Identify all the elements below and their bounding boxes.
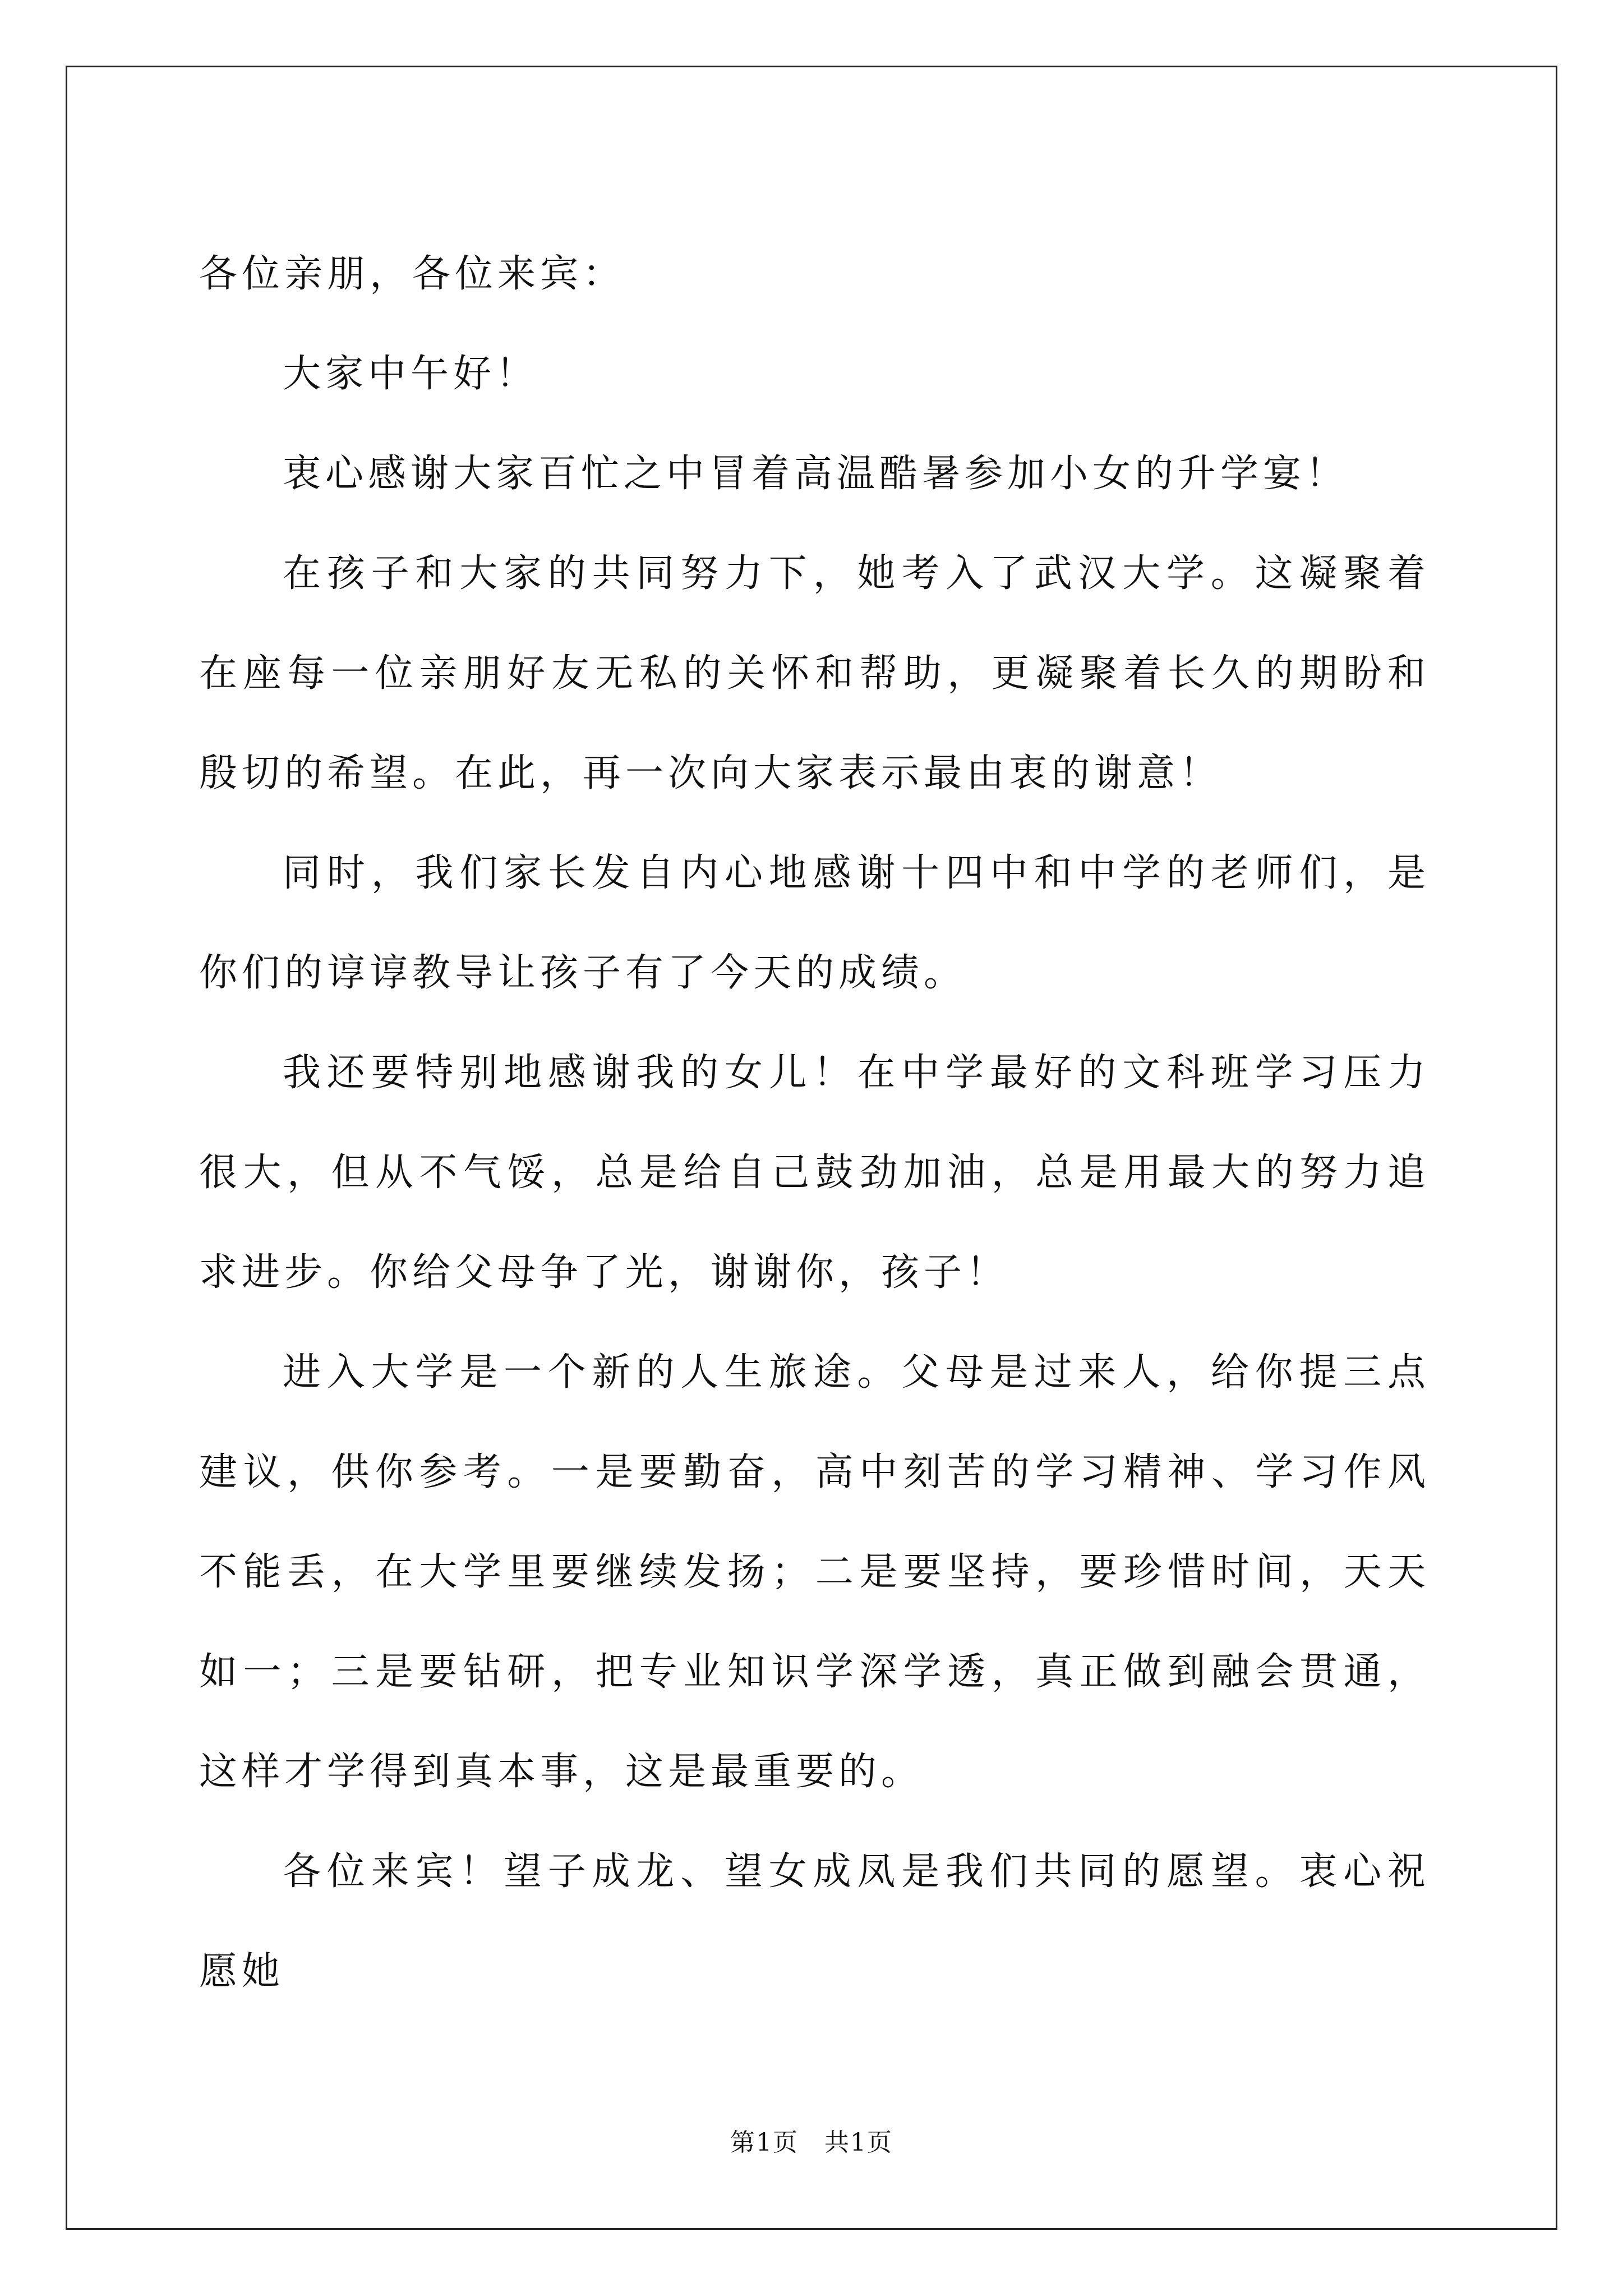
closing-paragraph: 各位来宾！望子成龙、望女成凤是我们共同的愿望。衷心祝愿她	[199, 1849, 1430, 1994]
page-number-footer: 第1页 共1页	[730, 2128, 893, 2157]
salutation: 各位亲朋，各位来宾：	[199, 252, 626, 296]
greeting-paragraph: 大家中午好！	[283, 352, 539, 396]
admission-paragraph: 在孩子和大家的共同努力下，她考入了武汉大学。这凝聚着在座每一位亲朋好友无私的关怀和帮助，更凝聚着长久的期盼和殷切的希望。在此，再一次向大家表示最由衷的谢意！	[199, 551, 1430, 795]
daughter-paragraph: 我还要特别地感谢我的女儿！在中学最好的文科班学习压力很大，但从不气馁，总是给自己鼓劲加油，总是用最大的努力追求进步。你给父母争了光，谢谢你，孩子！	[199, 1051, 1430, 1295]
thanks-paragraph: 衷心感谢大家百忙之中冒着高温酷暑参加小女的升学宴！	[283, 452, 1349, 496]
document-body	[199, 224, 1430, 2022]
advice-paragraph: 进入大学是一个新的人生旅途。父母是过来人，给你提三点建议，供你参考。一是要勤奋，高中刻苦的学习精神、学习作风不能丢，在大学里要继续发扬；二是要坚持，要珍惜时间，天天如一；三是要钻研，把专业知识学深学透，真正做到融会贯通，这样才学得到真本事，这是最重要的。	[199, 1350, 1430, 1794]
teachers-paragraph: 同时，我们家长发自内心地感谢十四中和中学的老师们，是你们的谆谆教导让孩子有了今天的成绩。	[199, 851, 1430, 995]
